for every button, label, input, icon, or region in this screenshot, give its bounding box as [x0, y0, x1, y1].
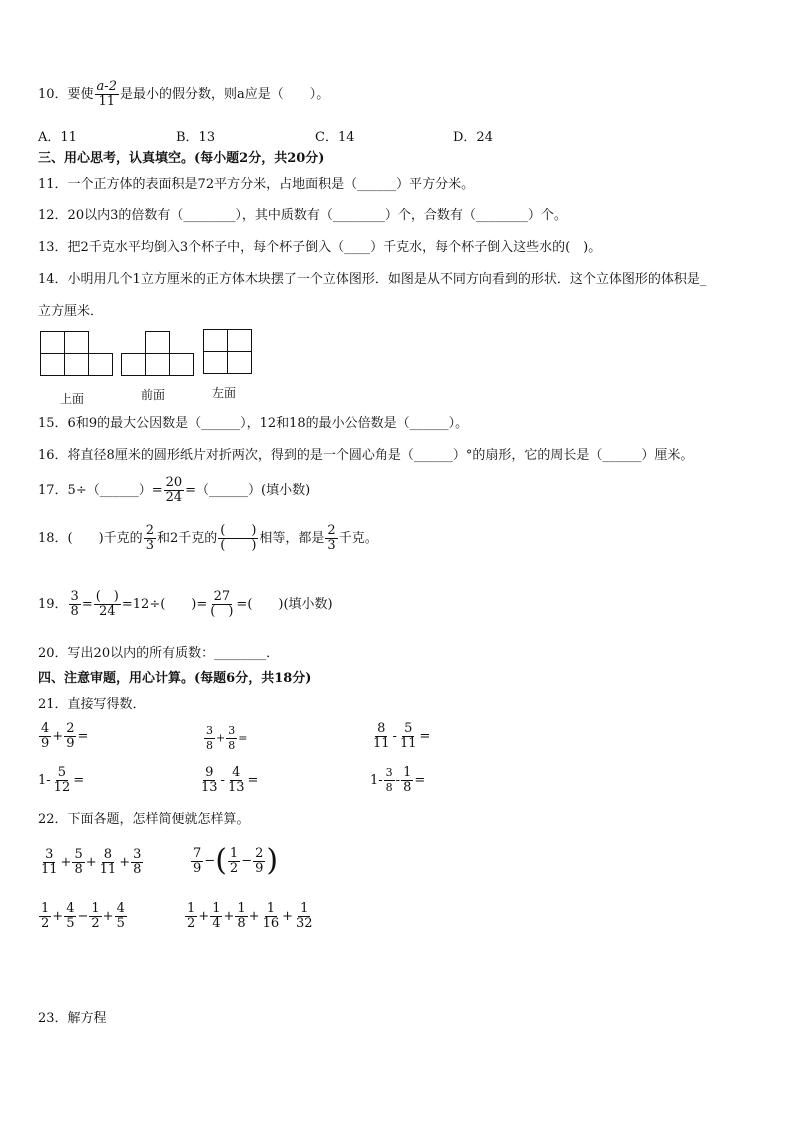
q19-f1-den: 8 — [70, 604, 79, 619]
q21-item-4: 1- $\frac{5}{12}$ = — [38, 765, 85, 795]
top-view-label: 上面 — [60, 392, 85, 406]
q18-f1-den: 3 — [145, 538, 154, 553]
q10-label: 10．要使 — [38, 87, 94, 102]
q19-eq1: = — [81, 597, 93, 612]
q17-num: 20 — [165, 475, 183, 490]
q19-fraction-2 — [94, 590, 121, 619]
q19-pre: 19． — [38, 597, 68, 612]
q21-item-2: $\frac{3}{8}$ + $\frac{3}{8}$ = — [206, 724, 248, 752]
section-3-heading: 三、用心思考，认真填空。(每小题2分，共20分) — [38, 151, 325, 166]
q22-item-2: $\frac{7}{9}$ −( $\frac{1}{2}$ − $\frac{2}{9}$ ) — [193, 843, 279, 878]
q19-f3-num: 27 — [213, 589, 231, 604]
q19-f2-den: 24 — [99, 604, 116, 619]
q19-fraction-3 — [208, 590, 235, 619]
front-view-label: 前面 — [141, 388, 166, 402]
q21-item-5: $\frac{9}{13}$ - $\frac{4}{13}$ = — [201, 765, 259, 795]
q18-f2-num: ( ) — [220, 523, 257, 538]
q21-item-6: 1- $\frac{3}{8}$ - $\frac{1}{8}$ = — [370, 765, 426, 795]
q10-option-d: D．24 — [453, 130, 493, 145]
q10-frac-den: 11 — [98, 94, 116, 109]
q18-pre: 18．( )千克的 — [38, 531, 143, 546]
q10-text: 是最小的假分数，则a应是（ ）。 — [119, 87, 330, 102]
question-19 — [38, 590, 333, 619]
q10-frac-num: a-2 — [96, 79, 117, 94]
q18-mid: 和2千克的 — [156, 531, 218, 546]
question-14-line2: 立方厘米． — [38, 304, 104, 319]
q17-fraction — [164, 476, 185, 505]
q17-post: =（______）(填小数) — [185, 483, 311, 498]
section-4-heading: 四、注意审题，用心计算。(每题6分，共18分) — [38, 671, 312, 686]
q22-item-4: $\frac{1}{2}$ + $\frac{1}{4}$ + $\frac{1}{8}$ + $\frac{1}{16}$ + $\frac{1}{32}$ — [187, 901, 313, 931]
q19-fraction-1 — [69, 590, 81, 619]
q18-mid2: 相等，都是 — [259, 531, 325, 546]
question-11: 11．一个正方体的表面积是72平方分米，占地面积是（______）平方分米。 — [38, 177, 475, 192]
q18-f3-num: 2 — [327, 523, 336, 538]
q19-f3-den: ( ) — [210, 604, 234, 619]
q18-fraction-1 — [144, 524, 156, 553]
question-10 — [38, 80, 329, 109]
q10-fraction — [95, 80, 119, 109]
question-13: 13．把2千克水平均倒入3个杯子中，每个杯子倒入（____）千克水，每个杯子倒入这些水的( )。 — [38, 240, 602, 255]
q21-item-3: $\frac{8}{11}$ - $\frac{5}{11}$ = — [373, 721, 431, 751]
q18-fraction-2 — [218, 524, 258, 553]
q10-option-b: B．13 — [176, 130, 216, 145]
question-18 — [38, 524, 378, 553]
question-23: 23．解方程 — [38, 1011, 107, 1026]
q19-mid: =12÷( )= — [121, 597, 208, 612]
q17-pre: 17．5÷（______）= — [38, 483, 163, 498]
q19-f1-num: 3 — [70, 589, 79, 604]
q18-post: 千克。 — [338, 531, 378, 546]
q17-den: 24 — [165, 490, 183, 505]
q19-f2-num: ( ) — [95, 589, 119, 604]
question-12: 12．20以内3的倍数有（________），其中质数有（________）个，合数有（________）个。 — [38, 208, 567, 223]
question-20: 20．写出20以内的所有质数：________． — [38, 646, 280, 661]
question-21-title: 21．直接写得数． — [38, 697, 146, 712]
q18-fraction-3 — [325, 524, 337, 553]
q18-f3-den: 3 — [327, 538, 336, 553]
q19-post: =( )(填小数) — [236, 597, 333, 612]
q10-option-a: A．11 — [38, 130, 77, 145]
question-14-line1: 14．小明用几个1立方厘米的正方体木块摆了一个立体图形．如图是从不同方向看到的形状．这个立体图形的体积是_ — [38, 272, 707, 287]
question-17 — [38, 476, 310, 505]
q22-item-3: $\frac{1}{2}$ + $\frac{4}{5}$ − $\frac{1}{2}$ + $\frac{4}{5}$ — [41, 901, 125, 931]
q21-item-1: $\frac{4}{9}$ + $\frac{2}{9}$ = — [41, 721, 89, 751]
q18-f2-den: ( ) — [220, 538, 257, 553]
question-22-title: 22．下面各题，怎样简便就怎样算。 — [38, 812, 250, 827]
question-16: 16．将直径8厘米的圆形纸片对折两次，得到的是一个圆心角是（______）°的扇形，它的周长是（______）厘米。 — [38, 448, 694, 463]
q22-item-1: $\frac{3}{11}$ + $\frac{5}{8}$ + $\frac{8}{11}$ + $\frac{3}{8}$ — [41, 847, 142, 877]
question-15: 15．6和9的最大公因数是（______），12和18的最小公倍数是（______）。 — [38, 416, 469, 431]
q10-option-c: C．14 — [315, 130, 355, 145]
left-view-label: 左面 — [212, 386, 237, 400]
q18-f1-num: 2 — [145, 523, 154, 538]
